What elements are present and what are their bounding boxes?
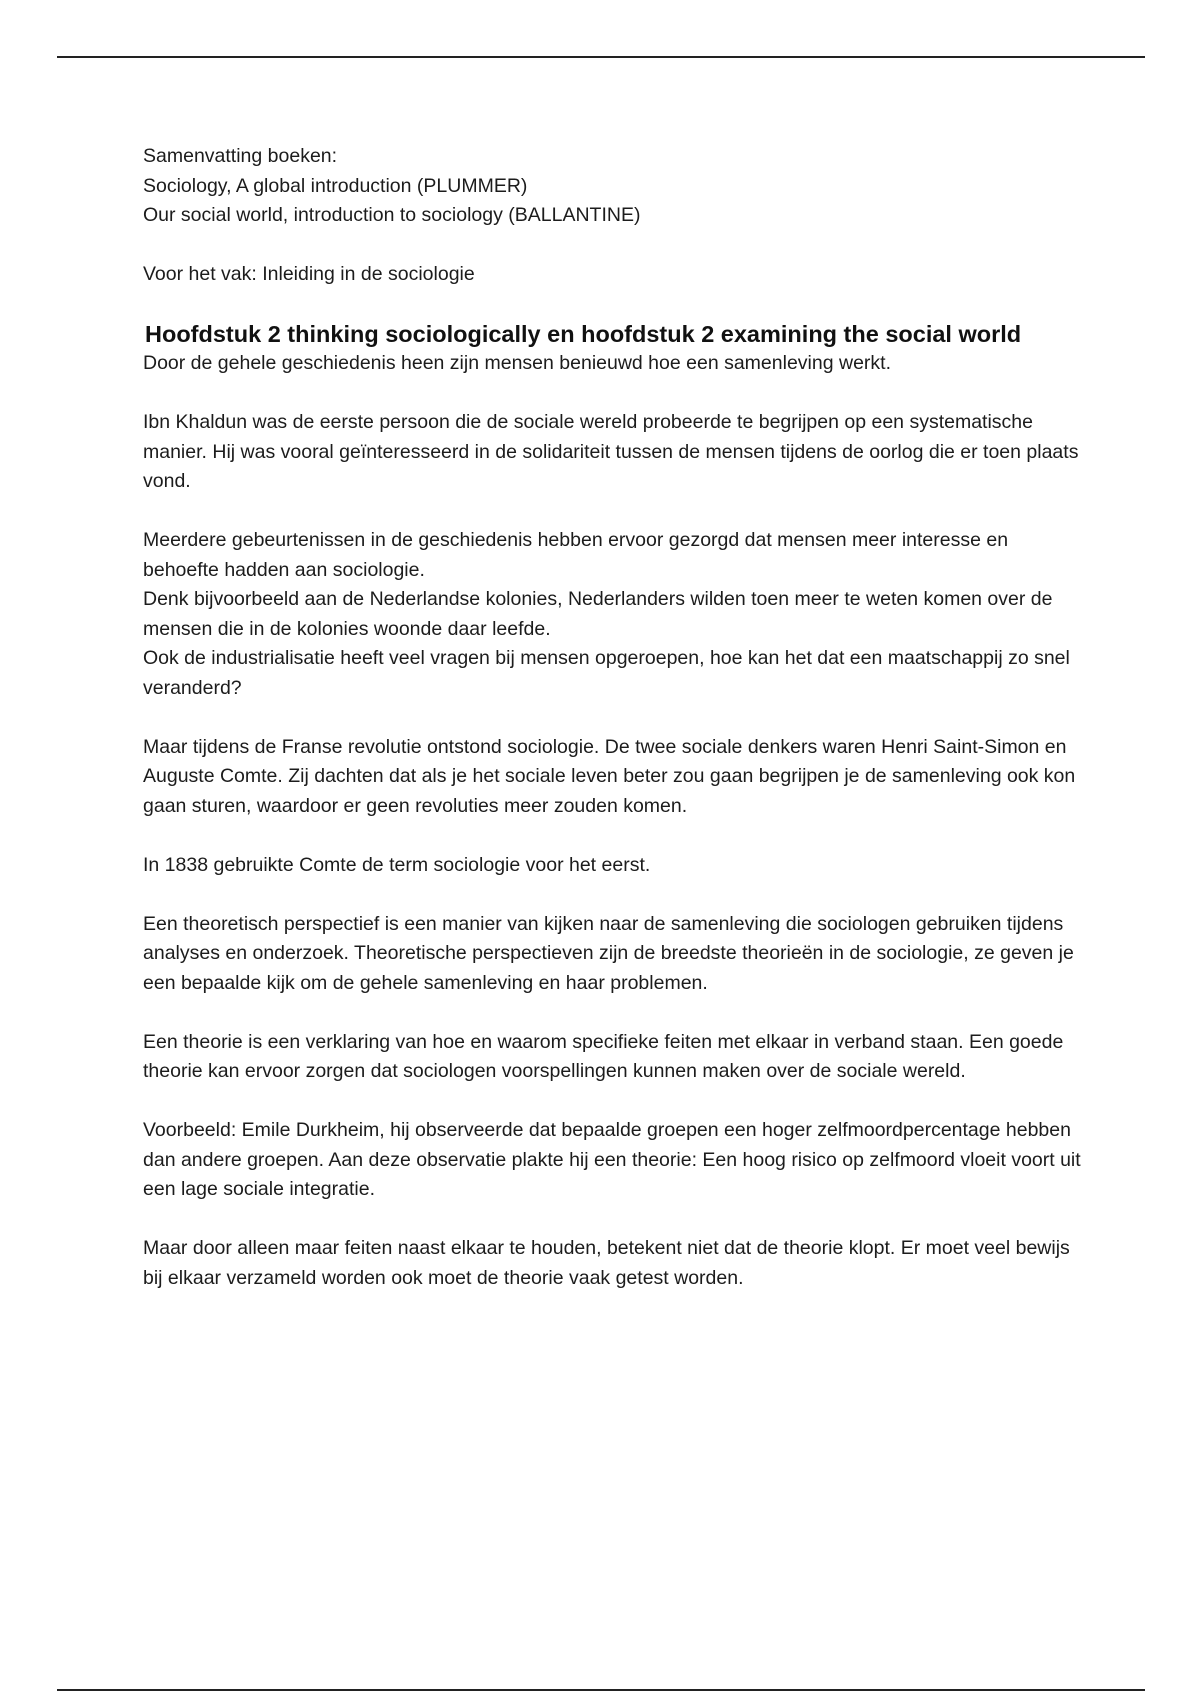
- book-summary-header: [143, 142, 1083, 231]
- bottom-rule: [57, 1689, 1145, 1691]
- course-line: Voor het vak: Inleiding in de sociologie: [143, 263, 475, 285]
- paragraph-theory: Een theorie is een verklaring van hoe en waarom specifieke feiten met elkaar in verband staan. Een goede theorie kan ervoor zorgen dat sociologen voorspellingen kunnen maken over de sociale wereld.: [143, 1030, 1064, 1082]
- paragraph-khaldun: Ibn Khaldun was de eerste persoon die de sociale wereld probeerde te begrijpen op een systematische manier. Hij was vooral geïnteresseerd in de solidariteit tussen de mensen tijdens de oorlog die er toen plaats vond.: [143, 411, 1079, 492]
- section-heading: Hoofdstuk 2 thinking sociologically en hoofdstuk 2 examining the social world: [145, 321, 1022, 347]
- paragraph-events: [143, 526, 1083, 703]
- events-sentence-2: Denk bijvoorbeeld aan de Nederlandse kolonies, Nederlanders wilden toen meer te weten komen over de mensen die in de kolonies woonde daar leefde.: [143, 588, 1053, 640]
- section-intro: Door de gehele geschiedenis heen zijn mensen benieuwd hoe een samenleving werkt.: [143, 352, 891, 374]
- summary-label: Samenvatting boeken:: [143, 145, 338, 167]
- paragraph-perspective: Een theoretisch perspectief is een manier van kijken naar de samenleving die sociologen gebruiken tijdens analyses en onderzoek. Theoretische perspectieven zijn de breedste theorieën in de sociologie, ze geven je een bepaalde kijk om de gehele samenleving en haar problemen.: [143, 912, 1074, 994]
- book-title-plummer: Sociology, A global introduction (PLUMMER): [143, 174, 528, 197]
- events-sentence-1: Meerdere gebeurtenissen in de geschiedenis hebben ervoor gezorgd dat mensen meer interesse en behoefte hadden aan sociologie.: [143, 529, 1009, 581]
- paragraph-comte: In 1838 gebruikte Comte de term sociologie voor het eerst.: [143, 853, 651, 876]
- top-rule: [57, 56, 1145, 58]
- paragraph-evidence: Maar door alleen maar feiten naast elkaar te houden, betekent niet dat de theorie klopt. Er moet veel bewijs bij elkaar verzameld worden ook moet de theorie vaak getest worden.: [143, 1237, 1070, 1289]
- paragraph-durkheim: Voorbeeld: Emile Durkheim, hij observeerde dat bepaalde groepen een hoger zelfmoordpercentage hebben dan andere groepen. Aan deze observatie plakte hij een theorie: Een hoog risico op zelfmoord vloeit voort uit een lage sociale integratie.: [143, 1119, 1081, 1200]
- paragraph-revolution: Maar tijdens de Franse revolutie ontstond sociologie. De twee sociale denkers waren Henri Saint-Simon en Auguste Comte. Zij dachten dat als je het sociale leven beter zou gaan begrijpen je de samenleving ook kon gaan sturen, waardoor er geen revoluties meer zouden komen.: [143, 735, 1076, 817]
- book-title-ballantine: Our social world, introduction to sociology (BALLANTINE): [143, 204, 641, 226]
- document-body: [143, 142, 1083, 1323]
- events-sentence-3: Ook de industrialisatie heeft veel vragen bij mensen opgeroepen, hoe kan het dat een maatschappij zo snel veranderd?: [143, 647, 1070, 699]
